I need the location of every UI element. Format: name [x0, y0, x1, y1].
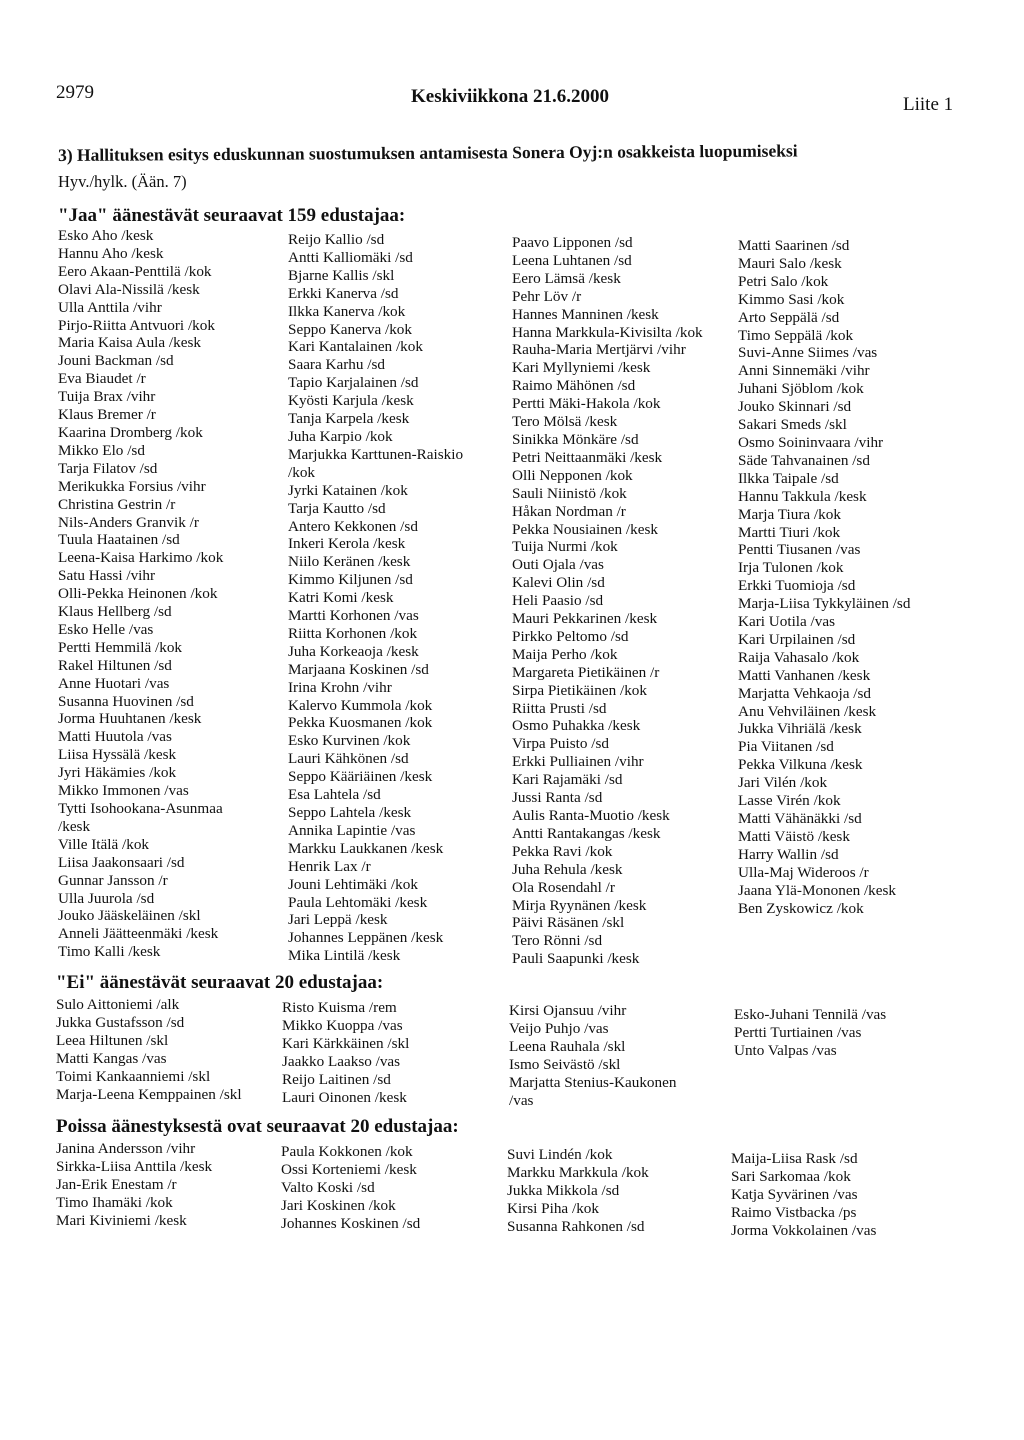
member-entry: Tytti Isohookana-Asunmaa: [58, 800, 223, 817]
member-entry: Paula Lehtomäki /kesk: [288, 893, 428, 911]
member-entry: Olli-Pekka Heinonen /kok: [58, 585, 218, 603]
member-entry: Jari Vilén /kok: [738, 774, 828, 792]
member-entry: Markku Laukkanen /kesk: [288, 839, 444, 857]
member-entry: Anne Huotari /vas: [58, 674, 170, 692]
member-entry: Pertti Mäki-Hakola /kok: [512, 395, 661, 413]
member-entry: Timo Seppälä /kok: [738, 326, 854, 344]
member-entry: Jukka Gustafsson /sd: [56, 1013, 185, 1031]
member-entry: Lauri Oinonen /kesk: [282, 1088, 407, 1106]
member-entry: Pia Viitanen /sd: [738, 738, 834, 756]
member-entry: Rauha-Maria Mertjärvi /vihr: [512, 341, 686, 359]
session-date: Keskiviikkona 21.6.2000: [411, 86, 609, 107]
member-entry: Maria Kaisa Aula /kesk: [58, 334, 201, 352]
member-entry: Pekka Vilkuna /kesk: [738, 756, 863, 774]
member-entry: Håkan Nordman /r: [512, 502, 626, 520]
member-entry: Marjukka Karttunen-Raiskio: [288, 445, 464, 463]
member-entry: Jouni Backman /sd: [58, 352, 174, 370]
member-entry: Olli Nepponen /kok: [512, 466, 633, 484]
member-entry: Juha Korkeaoja /kesk: [288, 642, 419, 660]
member-entry: Tero Mölsä /kesk: [512, 413, 618, 431]
member-entry: Antti Rantakangas /kesk: [512, 824, 661, 842]
member-entry: Seppo Kanerva /kok: [288, 320, 412, 338]
member-entry: Kyösti Karjula /kesk: [288, 392, 414, 410]
member-entry: Juha Karpio /kok: [288, 427, 393, 445]
member-entry: Reijo Laitinen /sd: [282, 1070, 391, 1088]
member-entry: Annika Lapintie /vas: [288, 821, 416, 839]
member-entry: Jaana Ylä-Mononen /kesk: [738, 881, 897, 899]
member-entry: Irja Tulonen /kok: [738, 559, 844, 577]
member-entry: Marjatta Stenius-Kaukonen: [509, 1073, 677, 1091]
member-entry: Henrik Lax /r: [288, 857, 371, 875]
member-entry: Lauri Kähkönen /sd: [288, 750, 409, 768]
member-entry: Ville Itälä /kok: [58, 835, 150, 853]
member-entry: Ola Rosendahl /r: [512, 878, 615, 896]
member-entry: Kalervo Kummola /kok: [288, 696, 433, 714]
member-entry: Risto Kuisma /rem: [282, 999, 397, 1016]
member-entry: Reijo Kallio /sd: [288, 231, 385, 248]
member-entry: Kirsi Ojansuu /vihr: [509, 1002, 627, 1019]
member-entry: Esko Aho /kesk: [58, 227, 154, 244]
member-entry: Gunnar Jansson /r: [58, 871, 168, 889]
member-entry: Tuija Nurmi /kok: [512, 538, 618, 556]
member-entry: Tuula Haatainen /sd: [58, 531, 180, 549]
yes-column-1: [58, 227, 223, 961]
member-entry: Martti Korhonen /vas: [288, 607, 419, 625]
member-entry: Maija-Liisa Rask /sd: [731, 1150, 858, 1167]
member-entry: Unto Valpas /vas: [734, 1041, 837, 1059]
yes-column-4: [738, 237, 910, 917]
member-entry: Esko Kurvinen /kok: [288, 732, 411, 750]
member-entry: Sulo Aittoniemi /alk: [56, 996, 180, 1013]
member-entry: Toimi Kankaanniemi /skl: [56, 1067, 211, 1085]
member-entry: Pirkko Peltomo /sd: [512, 627, 629, 645]
member-entry: Osmo Puhakka /kesk: [512, 717, 641, 735]
member-entry: Jari Koskinen /kok: [281, 1196, 396, 1214]
member-entry: Jouni Lehtimäki /kok: [288, 875, 418, 893]
member-entry: Saara Karhu /sd: [288, 356, 385, 374]
member-entry: Matti Vähänäkki /sd: [738, 810, 862, 827]
member-entry: Christina Gestrin /r: [58, 495, 176, 513]
member-entry: Matti Saarinen /sd: [738, 237, 850, 254]
member-entry: Markku Markkula /kok: [507, 1163, 649, 1181]
member-entry: Hannes Manninen /kesk: [512, 305, 659, 323]
member-entry: Liisa Hyssälä /kesk: [58, 746, 177, 764]
member-entry: Raimo Vistbacka /ps: [731, 1203, 857, 1221]
member-entry: Sinikka Mönkäre /sd: [512, 430, 639, 448]
member-entry: Jukka Mikkola /sd: [507, 1181, 620, 1199]
member-entry: Bjarne Kallis /skl: [288, 266, 395, 284]
member-entry: Raija Vahasalo /kok: [738, 648, 860, 666]
member-entry: Jyrki Katainen /kok: [288, 481, 408, 499]
member-entry: Tero Rönni /sd: [512, 932, 603, 950]
member-entry: Suvi-Anne Siimes /vas: [738, 344, 878, 362]
member-entry: Seppo Kääriäinen /kesk: [288, 768, 433, 786]
member-entry: Mari Kiviniemi /kesk: [56, 1211, 187, 1229]
member-entry: Liisa Jaakonsaari /sd: [58, 853, 185, 871]
member-entry: Leea Hiltunen /skl: [56, 1031, 169, 1049]
member-entry: Juhani Sjöblom /kok: [738, 380, 864, 398]
member-entry: Martti Tiuri /kok: [738, 523, 841, 541]
member-entry: Eero Lämsä /kesk: [512, 269, 621, 287]
absent-column-3: [507, 1146, 649, 1236]
member-entry: Janina Andersson /vihr: [56, 1140, 196, 1157]
member-entry: Kimmo Sasi /kok: [738, 290, 845, 308]
member-entry: Marjatta Vehkaoja /sd: [738, 684, 871, 702]
member-entry: /kesk: [58, 817, 91, 835]
member-entry: Tapio Karjalainen /sd: [288, 374, 419, 392]
member-entry: Petri Neittaanmäki /kesk: [512, 448, 663, 466]
member-entry: Päivi Räsänen /skl: [512, 914, 625, 932]
item-title: 3) Hallituksen esitys eduskunnan suostumuksen antamisesta Sonera Oyj:n osakkeista luopumiseksi: [58, 140, 798, 165]
member-entry: Jan-Erik Enestam /r: [56, 1175, 177, 1193]
member-entry: Tarja Kautto /sd: [288, 499, 386, 517]
member-entry: Merikukka Forsius /vihr: [58, 477, 206, 495]
vote-subtitle: Hyv./hylk. (Ään. 7): [58, 172, 187, 191]
member-entry: Ben Zyskowicz /kok: [738, 899, 864, 917]
member-entry: Hannu Takkula /kesk: [738, 487, 867, 505]
member-entry: Petri Salo /kok: [738, 272, 829, 290]
absent-column-4: [731, 1150, 876, 1240]
member-entry: Inkeri Kerola /kesk: [288, 535, 406, 553]
member-entry: Mika Lintilä /kesk: [288, 947, 401, 965]
member-entry: Pekka Nousiainen /kesk: [512, 520, 658, 538]
member-entry: Raimo Mähönen /sd: [512, 377, 636, 395]
member-entry: Katja Syvärinen /vas: [731, 1185, 858, 1203]
member-entry: Matti Väistö /kesk: [738, 827, 850, 845]
member-entry: Jari Leppä /kesk: [288, 911, 388, 929]
member-entry: Pauli Saapunki /kesk: [512, 950, 640, 968]
member-entry: Harry Wallin /sd: [738, 845, 839, 863]
member-entry: Erkki Pulliainen /vihr: [512, 753, 644, 771]
member-entry: Kari Uotila /vas: [738, 613, 836, 631]
member-entry: Jussi Ranta /sd: [512, 789, 603, 807]
member-entry: Ossi Korteniemi /kesk: [281, 1160, 417, 1178]
member-entry: Eva Biaudet /r: [58, 370, 146, 388]
member-entry: Paavo Lipponen /sd: [512, 234, 633, 251]
member-entry: Mikko Elo /sd: [58, 441, 145, 459]
member-entry: Johannes Leppänen /kesk: [288, 929, 444, 947]
member-entry: Kaarina Dromberg /kok: [58, 423, 203, 441]
member-entry: Pekka Kuosmanen /kok: [288, 714, 433, 732]
member-entry: Olavi Ala-Nissilä /kesk: [58, 280, 200, 298]
member-entry: Rakel Hiltunen /sd: [58, 656, 172, 674]
member-entry: Matti Huutola /vas: [58, 728, 172, 746]
member-entry: Marja-Leena Kemppainen /skl: [56, 1085, 242, 1103]
member-entry: Niilo Keränen /kesk: [288, 553, 411, 571]
member-entry: Lasse Virén /kok: [738, 792, 841, 810]
absent-column-1: [56, 1140, 212, 1230]
member-entry: Jyri Häkämies /kok: [58, 764, 177, 782]
member-entry: Jouko Skinnari /sd: [738, 398, 852, 416]
member-entry: Suvi Lindén /kok: [507, 1146, 613, 1163]
yes-column-3: [512, 234, 703, 968]
member-entry: /kok: [288, 463, 316, 481]
yes-column-2: [288, 231, 463, 965]
member-entry: Ulla Juurola /sd: [58, 889, 155, 907]
member-entry: Sirpa Pietikäinen /kok: [512, 681, 647, 699]
member-entry: Heli Paasio /sd: [512, 592, 604, 610]
member-entry: Sirkka-Liisa Anttila /kesk: [56, 1157, 213, 1175]
member-entry: Hanna Markkula-Kivisilta /kok: [512, 323, 703, 341]
member-entry: Jorma Vokkolainen /vas: [731, 1221, 877, 1239]
member-entry: Maija Perho /kok: [512, 645, 618, 663]
member-entry: Margareta Pietikäinen /r: [512, 663, 660, 681]
member-entry: Ilkka Kanerva /kok: [288, 302, 406, 320]
member-entry: Valto Koski /sd: [281, 1178, 375, 1196]
member-entry: Marjaana Koskinen /sd: [288, 660, 429, 678]
no-column-1: [56, 996, 242, 1103]
member-entry: Mikko Immonen /vas: [58, 782, 189, 800]
member-entry: Timo Kalli /kesk: [58, 943, 161, 961]
member-entry: Ulla-Maj Wideroos /r: [738, 863, 869, 881]
member-entry: Sakari Smeds /skl: [738, 416, 847, 434]
member-entry: Nils-Anders Granvik /r: [58, 513, 199, 531]
member-entry: Kari Kärkkäinen /skl: [282, 1034, 410, 1052]
member-entry: Tanja Karpela /kesk: [288, 410, 410, 428]
member-entry: Riitta Prusti /sd: [512, 699, 607, 717]
member-entry: Susanna Rahkonen /sd: [507, 1217, 645, 1235]
member-entry: Kari Rajamäki /sd: [512, 771, 623, 789]
member-entry: Pentti Tiusanen /vas: [738, 541, 861, 559]
member-entry: Matti Vanhanen /kesk: [738, 666, 871, 684]
member-entry: Leena Luhtanen /sd: [512, 251, 632, 269]
member-entry: Leena Rauhala /skl: [509, 1037, 626, 1055]
absent-column-2: [281, 1143, 420, 1233]
member-entry: Anneli Jäätteenmäki /kesk: [58, 925, 219, 943]
member-entry: Klaus Bremer /r: [58, 406, 156, 424]
member-entry: Kari Urpilainen /sd: [738, 630, 856, 648]
member-entry: Pekka Ravi /kok: [512, 842, 613, 860]
member-entry: Outi Ojala /vas: [512, 556, 604, 574]
member-entry: Antti Kalliomäki /sd: [288, 248, 413, 266]
member-entry: Esa Lahtela /sd: [288, 786, 381, 804]
member-entry: Pirjo-Riitta Antvuori /kok: [58, 316, 215, 334]
member-entry: Erkki Kanerva /sd: [288, 284, 399, 302]
member-entry: Veijo Puhjo /vas: [509, 1019, 609, 1037]
member-entry: Kirsi Piha /kok: [507, 1199, 599, 1217]
member-entry: Kari Kantalainen /kok: [288, 338, 423, 356]
page-number: 2979: [56, 82, 94, 103]
member-entry: Ilkka Taipale /sd: [738, 469, 839, 487]
member-entry: Matti Kangas /vas: [56, 1049, 167, 1067]
member-entry: Marja Tiura /kok: [738, 505, 841, 523]
member-entry: Mauri Salo /kesk: [738, 254, 842, 272]
member-entry: Susanna Huovinen /sd: [58, 692, 194, 710]
member-entry: Tuija Brax /vihr: [58, 388, 156, 406]
member-entry: Juha Rehula /kesk: [512, 860, 623, 878]
member-entry: /vas: [509, 1091, 534, 1109]
member-entry: Tarja Filatov /sd: [58, 459, 158, 477]
member-entry: Klaus Hellberg /sd: [58, 603, 172, 621]
member-entry: Mauri Pekkarinen /kesk: [512, 610, 658, 628]
member-entry: Marja-Liisa Tykkyläinen /sd: [738, 595, 911, 613]
member-entry: Jukka Vihriälä /kesk: [738, 720, 862, 738]
member-entry: Hannu Aho /kesk: [58, 244, 164, 262]
member-entry: Aulis Ranta-Muotio /kesk: [512, 807, 670, 824]
member-entry: Säde Tahvanainen /sd: [738, 451, 870, 469]
member-entry: Kimmo Kiljunen /sd: [288, 571, 413, 589]
member-entry: Antero Kekkonen /sd: [288, 517, 418, 535]
member-entry: Mirja Ryynänen /kesk: [512, 896, 647, 914]
member-entry: Virpa Puisto /sd: [512, 735, 609, 753]
member-entry: Satu Hassi /vihr: [58, 567, 156, 585]
absent-heading: Poissa äänestyksestä ovat seuraavat 20 edustajaa:: [56, 1116, 459, 1137]
member-entry: Kari Myllyniemi /kesk: [512, 359, 651, 377]
member-entry: Mikko Kuoppa /vas: [282, 1016, 403, 1034]
member-entry: Anni Sinnemäki /vihr: [738, 362, 870, 380]
member-entry: Pehr Löv /r: [512, 287, 582, 305]
member-entry: Jaakko Laakso /vas: [282, 1052, 401, 1070]
member-entry: Jouko Jääskeläinen /skl: [58, 907, 201, 925]
member-entry: Esko Helle /vas: [58, 620, 154, 638]
no-heading: "Ei" äänestävät seuraavat 20 edustajaa:: [56, 972, 384, 993]
member-entry: Eero Akaan-Penttilä /kok: [58, 262, 212, 280]
member-entry: Ulla Anttila /vihr: [58, 298, 162, 316]
member-entry: Johannes Koskinen /sd: [281, 1214, 421, 1232]
member-entry: Ismo Seivästö /skl: [509, 1055, 621, 1073]
member-entry: Esko-Juhani Tennilä /vas: [734, 1006, 887, 1023]
member-entry: Irina Krohn /vihr: [288, 678, 392, 696]
member-entry: Pertti Hemmilä /kok: [58, 638, 183, 656]
member-entry: Anu Vehviläinen /kesk: [738, 702, 877, 720]
member-entry: Seppo Lahtela /kesk: [288, 804, 412, 821]
member-entry: Paula Kokkonen /kok: [281, 1143, 413, 1160]
member-entry: Leena-Kaisa Harkimo /kok: [58, 549, 224, 567]
no-column-3: [509, 1002, 676, 1109]
no-column-4: [734, 1006, 886, 1060]
member-entry: Erkki Tuomioja /sd: [738, 577, 856, 595]
member-entry: Timo Ihamäki /kok: [56, 1193, 173, 1211]
no-column-2: [282, 999, 409, 1106]
appendix-label: Liite 1: [903, 94, 954, 115]
member-entry: Katri Komi /kesk: [288, 589, 394, 607]
member-entry: Sauli Niinistö /kok: [512, 484, 627, 502]
member-entry: Arto Seppälä /sd: [738, 308, 840, 326]
member-entry: Osmo Soininvaara /vihr: [738, 433, 884, 451]
yes-heading: "Jaa" äänestävät seuraavat 159 edustajaa:: [58, 205, 406, 226]
member-entry: Kalevi Olin /sd: [512, 574, 605, 592]
member-entry: Riitta Korhonen /kok: [288, 624, 418, 642]
member-entry: Jorma Huuhtanen /kesk: [58, 710, 202, 728]
member-entry: Sari Sarkomaa /kok: [731, 1167, 851, 1185]
member-entry: Pertti Turtiainen /vas: [734, 1023, 862, 1041]
